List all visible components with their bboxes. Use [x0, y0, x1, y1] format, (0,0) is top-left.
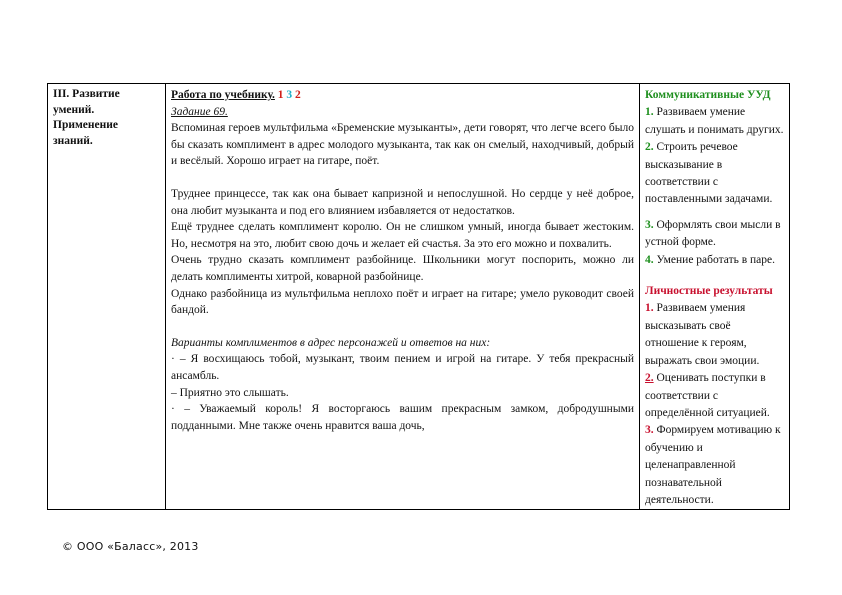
lesson-table	[47, 83, 790, 510]
personal-item: 2. Оценивать поступки в соответствии с определённой ситуацией.	[645, 372, 770, 419]
personal-item: 3. Формируем мотивацию к обучению и целенаправленной познавательной деятельности.	[645, 424, 781, 506]
personal-item: 1. Развиваем умения высказывать своё отношение к героям, выражать свои эмоции.	[645, 302, 760, 367]
copyright-footer: © ООО «Баласс», 2013	[62, 540, 199, 553]
uud-cell	[640, 84, 789, 509]
stage-line: умений.	[53, 103, 95, 116]
work-paragraph: Труднее принцессе, так как она бывает капризной и непослушной. Но сердце у неё доброе, она любит музыканта и под его влиянием избавляется от недостатков.	[171, 187, 634, 217]
stage-line: Применение	[53, 119, 118, 131]
stage-line: III. Развитие	[53, 88, 120, 100]
variant-line: · – Уважаемый король! Я восторгаюсь вашим прекрасным замком, добродушными подданными. Мне также очень нравится ваша дочь,	[171, 403, 634, 432]
number-2: 2	[295, 89, 301, 101]
work-heading: Работа по учебнику.	[171, 89, 275, 101]
uud-item: 3. Оформлять свои мысли в устной форме.	[645, 218, 781, 249]
work-heading-row	[171, 87, 634, 104]
task-label: Задание 69.	[171, 105, 228, 118]
number-1: 1	[277, 89, 284, 101]
comm-title: Коммуникативные УУД	[645, 89, 771, 101]
work-paragraph: Однако разбойница из мультфильма неплохо поёт и играет на гитаре; умело руководит своей бандой.	[171, 287, 634, 317]
number-3: 3	[286, 89, 293, 101]
uud-item: 4. Умение работать в паре.	[645, 253, 776, 266]
stage-cell	[48, 84, 166, 509]
variant-line: – Приятно это слышать.	[171, 386, 289, 399]
work-paragraph: Ещё труднее сделать комплимент королю. Он не слишком умный, иногда бывает жестоким. Но, несмотря на это, любит свою дочь и желает ей счастья. За это его можно и похвалить.	[171, 221, 634, 250]
work-paragraph: Вспоминая героев мультфильма «Бременские музыканты», дети говорят, что легче всего было бы сказать комплимент в адрес молодого музыканта, так как он смелый, находчивый, добрый и весёлый. Хорошо играет на гитаре, поёт.	[171, 122, 634, 168]
variants-title: Варианты комплиментов в адрес персонажей и ответов на них:	[171, 336, 491, 349]
stage-line: знаний.	[53, 134, 93, 147]
work-paragraph: Очень трудно сказать комплимент разбойнице. Школьники могут поспорить, можно ли делать комплименты хитрой, коварной разбойнице.	[171, 254, 634, 283]
uud-item: 1. Развиваем умение слушать и понимать других.	[645, 106, 784, 136]
uud-item: 2. Строить речевое высказывание в соответствии с поставленными задачами.	[645, 141, 773, 206]
personal-title: Личностные результаты	[645, 285, 773, 298]
work-cell	[166, 84, 640, 509]
variant-line: · – Я восхищаюсь тобой, музыкант, твоим пением и игрой на гитаре. У тебя прекрасный ансамбль.	[171, 353, 634, 382]
